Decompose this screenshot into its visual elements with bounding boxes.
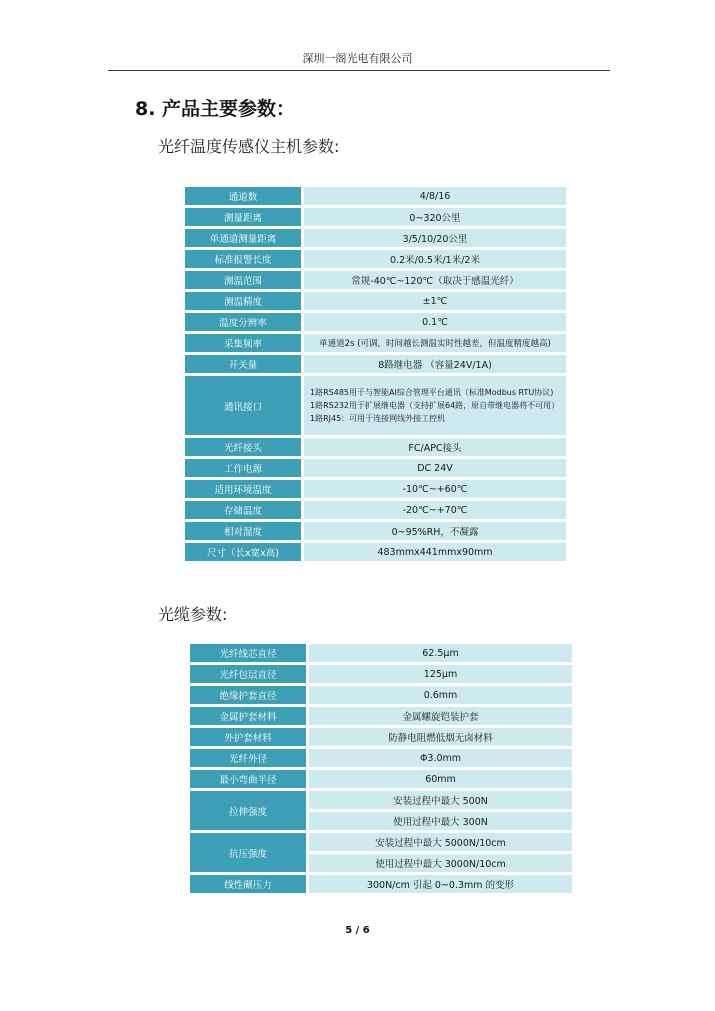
param-name: 光纤包层直径 [190, 665, 309, 683]
param-value: 单通道2s (可调，时间越长测温实时性越差，但温度精度越高) [304, 334, 566, 352]
param-value: 0~320公里 [304, 208, 566, 226]
param-value: 金属螺旋铠装护套 [309, 707, 572, 725]
param-value: 0.2米/0.5米/1米/2米 [304, 250, 566, 268]
param-name: 光纤接头 [185, 438, 304, 456]
table-row [185, 187, 566, 205]
param-name: 温度分辨率 [185, 313, 304, 331]
param-name: 开关量 [185, 355, 304, 373]
param-name: 工作电源 [185, 459, 304, 477]
table-row [190, 644, 572, 662]
table-row [185, 229, 566, 247]
table-row [185, 313, 566, 331]
table-row [185, 543, 566, 561]
param-value: 使用过程中最大 3000N/10cm [309, 854, 572, 872]
comm-interface-line: 1路RS232用于扩展继电器（支持扩展64路，原自带继电器将不可用） [310, 401, 560, 410]
param-value: 防静电阻燃低烟无卤材料 [309, 728, 572, 746]
host-params-subtitle: 光纤温度传感仪主机参数: [158, 137, 340, 156]
section-title: 8. 产品主要参数： [135, 98, 296, 120]
param-name: 采集频率 [185, 334, 304, 352]
header-divider [108, 70, 610, 71]
param-name: 通道数 [185, 187, 304, 205]
param-name: 存储温度 [185, 501, 304, 519]
param-value [304, 376, 566, 435]
param-value: 0.1℃ [304, 313, 566, 331]
param-value: 483mmx441mmx90mm [304, 543, 566, 561]
table-row [190, 875, 572, 893]
page-number: 5 / 6 [345, 925, 370, 936]
host-params-table [185, 184, 566, 564]
param-name: 标准报警长度 [185, 250, 304, 268]
param-name: 通讯接口 [185, 376, 304, 435]
table-row [185, 250, 566, 268]
table-row [190, 770, 572, 788]
param-value: 使用过程中最大 300N [309, 812, 572, 830]
cable-params-subtitle: 光缆参数: [158, 605, 228, 624]
param-name: 测温范围 [185, 271, 304, 289]
header-company-name: 深圳一阁光电有限公司 [302, 52, 413, 65]
table-row [185, 271, 566, 289]
comm-interface-line: 1路RS485用于与智能AI综合管理平台通讯（标准Modbus RTU协议) [310, 388, 554, 397]
table-row [185, 355, 566, 373]
table-row [190, 833, 572, 851]
param-name: 外护套材料 [190, 728, 309, 746]
table-row [190, 728, 572, 746]
param-value: FC/APC接头 [304, 438, 566, 456]
param-value: 0~95%RH，不凝露 [304, 522, 566, 540]
param-value: DC 24V [304, 459, 566, 477]
param-name: 拉伸强度 [190, 791, 309, 830]
param-name: 相对湿度 [185, 522, 304, 540]
param-value: Φ3.0mm [309, 749, 572, 767]
param-value: 8路继电器 （容量24V/1A) [304, 355, 566, 373]
param-value: 0.6mm [309, 686, 572, 704]
param-value: -20℃~+70℃ [304, 501, 566, 519]
table-row [190, 665, 572, 683]
param-value: 安装过程中最大 5000N/10cm [309, 833, 572, 851]
param-name: 适用环境温度 [185, 480, 304, 498]
table-row [190, 749, 572, 767]
param-value: 62.5μm [309, 644, 572, 662]
param-name: 绝缘护套直径 [190, 686, 309, 704]
param-name: 线性碾压力 [190, 875, 309, 893]
param-name: 单通道测量距离 [185, 229, 304, 247]
param-name: 测量距离 [185, 208, 304, 226]
param-name: 金属护套材料 [190, 707, 309, 725]
param-value: 常规-40℃~120℃（取决于感温光纤） [304, 271, 566, 289]
param-value: 300N/cm 引起 0~0.3mm 的变形 [309, 875, 572, 893]
param-name: 光纤外径 [190, 749, 309, 767]
param-name: 最小弯曲半径 [190, 770, 309, 788]
table-row [185, 208, 566, 226]
param-value: ±1℃ [304, 292, 566, 310]
table-row [185, 292, 566, 310]
table-row [185, 438, 566, 456]
param-value: 60mm [309, 770, 572, 788]
param-value: 3/5/10/20公里 [304, 229, 566, 247]
table-row [190, 686, 572, 704]
param-value: -10℃~+60℃ [304, 480, 566, 498]
param-value: 4/8/16 [304, 187, 566, 205]
param-name: 尺寸（长x宽x高) [185, 543, 304, 561]
param-name: 光纤线芯直径 [190, 644, 309, 662]
comm-interface-line: 1路RJ45：可用于连接网线外接工控机 [310, 414, 446, 423]
table-row [185, 480, 566, 498]
table-row [185, 459, 566, 477]
param-name: 抗压强度 [190, 833, 309, 872]
table-row [185, 501, 566, 519]
param-value: 安装过程中最大 500N [309, 791, 572, 809]
table-row [190, 707, 572, 725]
table-row [190, 791, 572, 809]
param-value: 125μm [309, 665, 572, 683]
cable-params-table [190, 641, 572, 896]
table-row [185, 334, 566, 352]
param-name: 测温精度 [185, 292, 304, 310]
table-row [185, 522, 566, 540]
table-row [185, 376, 566, 435]
